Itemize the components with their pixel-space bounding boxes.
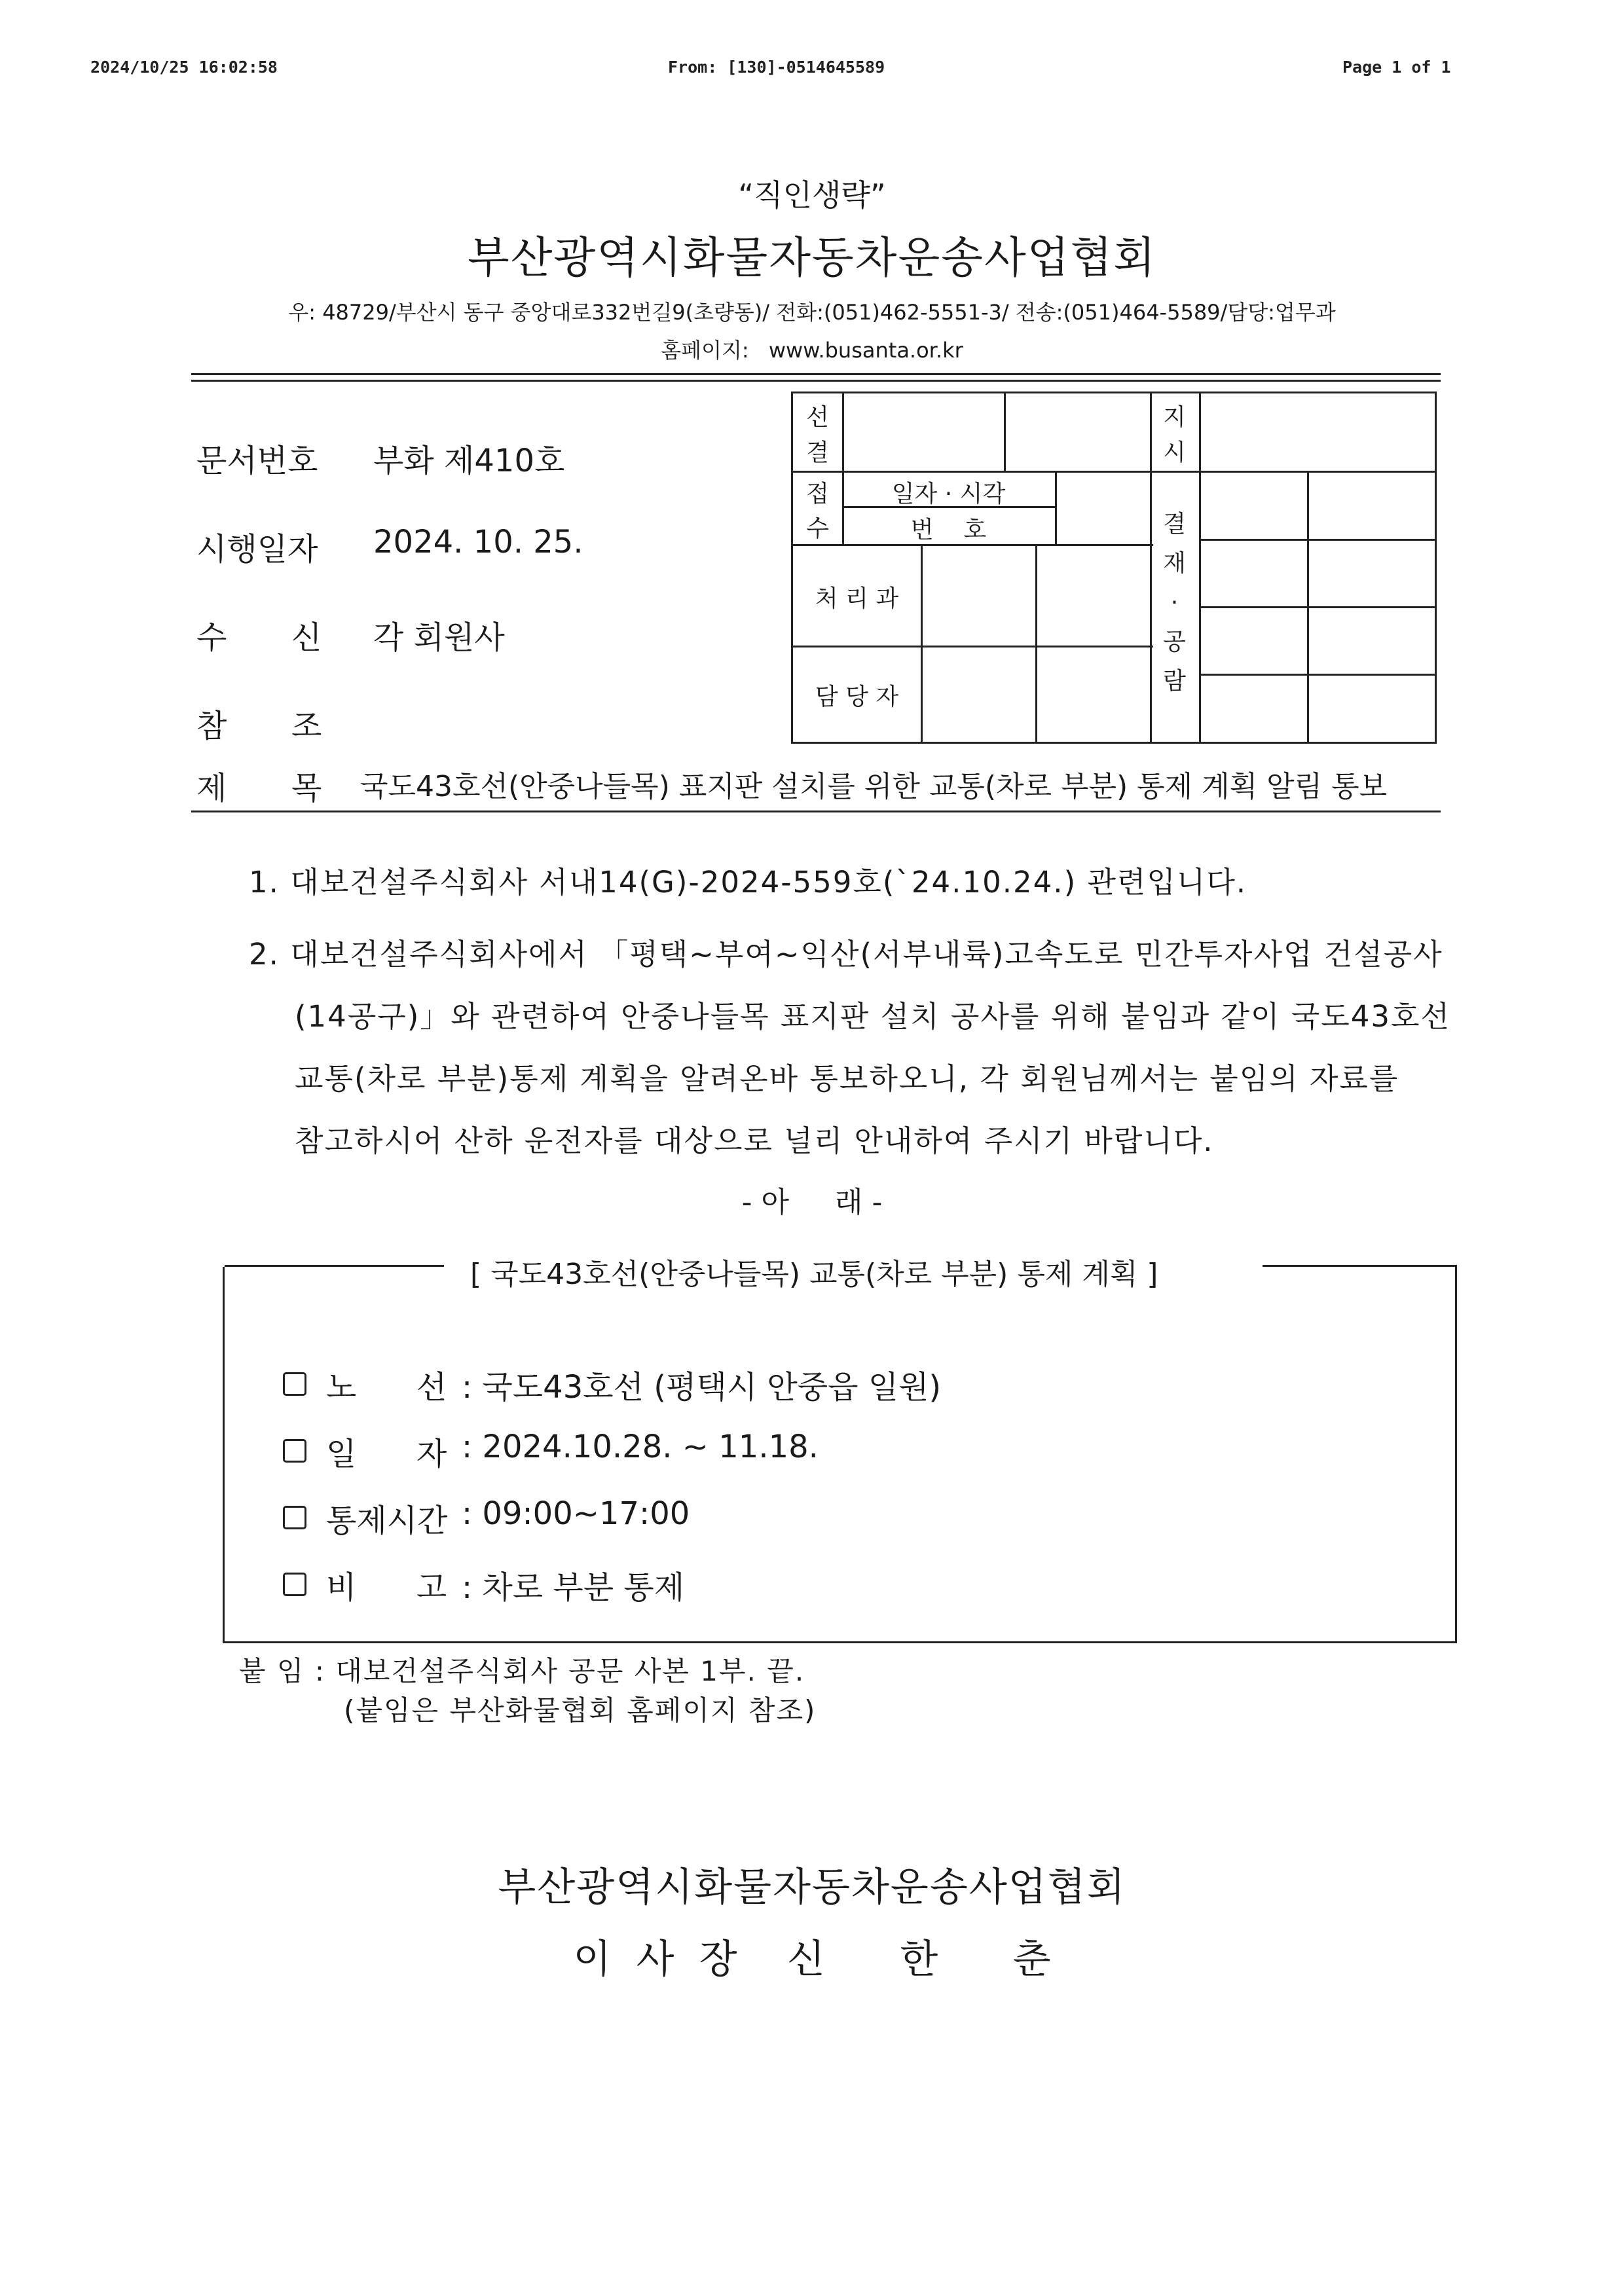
paragraph-1: 1. 대보건설주식회사 서내14(G)-2024-559호(`24.10.24.) 관련입니다. — [249, 865, 1247, 900]
date-item-label: 일 자 — [326, 1436, 447, 1472]
paragraph-2-line-2: (14공구)」와 관련하여 안중나들목 표지판 설치 공사를 위해 붙임과 같이 국도43호선 — [295, 999, 1450, 1034]
dept-label: 처 리 과 — [815, 585, 899, 612]
header-rule-top — [191, 373, 1441, 375]
date-item-value: : 2024.10.28. ~ 11.18. — [462, 1429, 819, 1465]
paragraph-2-line-3: 교통(차로 부분)통제 계획을 알려온바 통보하오니, 각 회원님께서는 붙임의 자료를 — [295, 1061, 1399, 1096]
approval-char-1: 결 — [1163, 511, 1186, 538]
address-line: 우: 48729/부산시 동구 중앙대로332번길9(초량동)/ 전화:(051)462-5551-3/ 전송:(051)464-5589/담당:업무과 — [288, 300, 1336, 325]
pre-approval-label-1: 선 — [806, 404, 829, 431]
homepage-line — [0, 334, 1624, 364]
homepage-url[interactable]: www.busanta.or.kr — [768, 338, 963, 363]
officer-label: 담 당 자 — [815, 683, 899, 710]
approval-char-3: · — [1170, 589, 1179, 616]
time-item-label: 통제시간 — [326, 1503, 448, 1539]
instruction-label-1: 지 — [1163, 404, 1186, 431]
date-label: 시행일자 — [196, 531, 318, 568]
approval-line-v3 — [1055, 471, 1057, 544]
checkbox-date[interactable] — [283, 1439, 306, 1463]
approval-line-h1 — [793, 471, 1435, 473]
approval-vertical-label — [1150, 505, 1199, 701]
org-name-heading: 부산광역시화물자동차운송사업협회 — [467, 232, 1157, 283]
receipt-label-1: 접 — [806, 481, 829, 507]
recipient: 각 회원사 — [373, 619, 505, 656]
paragraph-2-line-4: 참고하시어 산하 운전자를 대상으로 널리 안내하여 주시기 바랍니다. — [295, 1123, 1214, 1158]
below-heading: - 아 래 - — [741, 1186, 883, 1219]
approval-line-h3 — [793, 646, 1153, 647]
checkbox-route[interactable] — [283, 1372, 306, 1396]
pre-approval-label-2: 결 — [806, 439, 829, 466]
approval-line-v5 — [1199, 393, 1201, 742]
reference-label-1: 참 — [196, 708, 227, 744]
plan-box-top-left — [225, 1265, 444, 1267]
attachment-line-2: (붙임은 부산화물협회 홈페이지 참조) — [344, 1694, 817, 1726]
approval-line-v7 — [1035, 544, 1037, 742]
signature-org-name: 부산광역시화물자동차운송사업협회 — [498, 1865, 1126, 1910]
route-label: 노 선 — [326, 1369, 447, 1406]
note-item-value: : 차로 부분 통제 — [462, 1569, 685, 1606]
approval-line-r2 — [1199, 606, 1435, 608]
receipt-label-2: 수 — [806, 515, 829, 542]
note-item-label: 비 고 — [326, 1569, 447, 1606]
time-item-value: : 09:00~17:00 — [462, 1495, 690, 1532]
recipient-label-2: 신 — [291, 619, 322, 656]
checkbox-note[interactable] — [283, 1573, 306, 1596]
approval-char-4: 공 — [1163, 629, 1186, 655]
route-value: : 국도43호선 (평택시 안중읍 일원) — [462, 1369, 942, 1406]
approval-char-5: 람 — [1163, 668, 1186, 695]
receipt-datetime-label: 일자 · 시각 — [891, 481, 1006, 507]
approval-line-r1 — [1199, 539, 1435, 541]
instruction-label-2: 시 — [1163, 439, 1186, 466]
approval-char-2: 재 — [1163, 550, 1186, 577]
date-value: 2024. 10. 25. — [373, 524, 583, 560]
approval-box — [791, 392, 1437, 744]
subject-underline — [191, 811, 1441, 812]
attachment-line-1: 붙 임 : 대보건설주식회사 공문 사본 1부. 끝. — [239, 1655, 805, 1687]
plan-box-top-right — [1263, 1265, 1457, 1267]
subject-label-2: 목 — [291, 770, 322, 807]
recipient-label-1: 수 — [196, 619, 227, 656]
homepage-label: 홈페이지: — [661, 338, 749, 363]
doc-no-label: 문서번호 — [196, 443, 318, 479]
paragraph-2-line-1: 2. 대보건설주식회사에서 「평택~부여~익산(서부내륙)고속도로 민간투자사업 건설공사 — [249, 937, 1443, 972]
fax-from: From: [130]-0514645589 — [668, 58, 885, 77]
approval-line-r3 — [1199, 674, 1435, 676]
plan-box-title: [ 국도43호선(안중나들목) 교통(차로 부분) 통제 계획 ] — [458, 1250, 1170, 1292]
approval-line-v8 — [1307, 471, 1309, 742]
subject-label-1: 제 — [196, 770, 227, 807]
reference-label-2: 조 — [291, 708, 322, 744]
seal-omitted-note: “직인생략” — [738, 177, 886, 213]
fax-datetime: 2024/10/25 16:02:58 — [90, 58, 278, 77]
header-rule-bottom — [191, 380, 1441, 382]
doc-no: 부화 제410호 — [373, 443, 565, 479]
subject: 국도43호선(안중나들목) 표지판 설치를 위한 교통(차로 부분) 통제 계획 알림 통보 — [360, 770, 1388, 803]
receipt-number-label: 번 호 — [910, 517, 987, 543]
approval-line-v6 — [921, 544, 923, 742]
fax-page: Page 1 of 1 — [1342, 58, 1451, 77]
signature-president: 이 사 장 신 한 춘 — [573, 1937, 1051, 1982]
checkbox-time[interactable] — [283, 1506, 306, 1529]
approval-line-v2 — [1004, 393, 1006, 471]
